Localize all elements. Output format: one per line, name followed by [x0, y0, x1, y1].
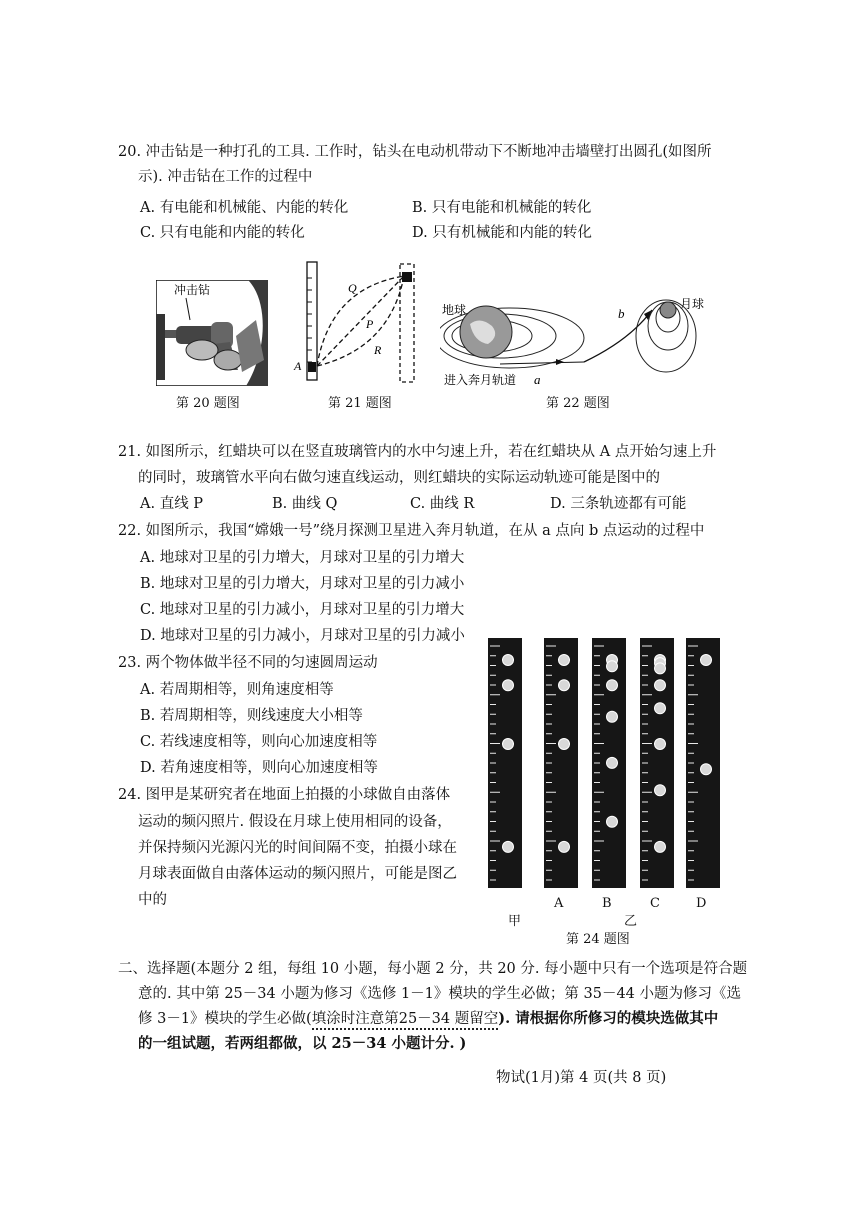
fig24-label-jia: 甲	[508, 914, 522, 929]
q23-stem: 23. 两个物体做半径不同的匀速圆周运动	[118, 655, 378, 671]
section2-line3	[138, 1007, 718, 1028]
fig22-point-b: b	[618, 306, 625, 321]
q24-line-4: 月球表面做自由落体运动的频闪照片，可能是图乙	[138, 866, 457, 882]
q20-option-b: B. 只有电能和机械能的转化	[412, 200, 592, 216]
q21-option-d: D. 三条轨迹都有可能	[550, 496, 687, 512]
fig24-ball	[503, 841, 514, 852]
fig20-label: 冲击钻	[174, 283, 211, 297]
fig24-ball	[655, 703, 666, 714]
fig24-label-a: A	[554, 896, 564, 911]
fig24-label-yi: 乙	[624, 914, 638, 929]
q22-option-c: C. 地球对卫星的引力减小，月球对卫星的引力增大	[140, 602, 465, 618]
fig21-label-a: A	[294, 359, 302, 373]
fig21-label-p: P	[366, 317, 374, 331]
fig20-drill-illustration	[156, 280, 268, 386]
fig24-strobe-photos	[480, 632, 740, 900]
section2-line2: 意的. 其中第 25－34 小题为修习《选修 1－1》模块的学生必做；第 35－44 小题为修习《选	[138, 986, 742, 1002]
fig24-ball	[503, 680, 514, 691]
q22-stem: 22. 如图所示，我国“嫦娥一号”绕月探测卫星进入奔月轨道，在从 a 点向 b 点运动的过程中	[118, 523, 705, 539]
fig24-ball	[559, 655, 570, 666]
q20-option-a: A. 有电能和机械能、内能的转化	[140, 200, 349, 216]
fig24-label-b: B	[602, 896, 612, 911]
section2-line4: 的一组试题，若两组都做，以 25－34 小题计分. )	[138, 1035, 467, 1052]
fig21-tube-diagram	[290, 258, 430, 388]
fig24-ball	[503, 739, 514, 750]
fig22-earth-label: 地球	[442, 303, 467, 317]
fig24-ball	[607, 680, 618, 691]
q20-option-c: C. 只有电能和内能的转化	[140, 225, 305, 241]
fig22-point-a: a	[534, 372, 541, 387]
q24-line-2: 运动的频闪照片. 假设在月球上使用相同的设备，	[138, 814, 452, 830]
q22-option-b: B. 地球对卫星的引力增大，月球对卫星的引力减小	[140, 576, 465, 592]
fig24-ball	[701, 764, 712, 775]
fig24-ball	[655, 739, 666, 750]
section2-line3-a: 修 3－1》模块的学生必做(	[138, 1011, 312, 1027]
fig24-column-C	[640, 638, 674, 888]
fig22-caption: 第 22 题图	[546, 396, 610, 411]
fig24-caption: 第 24 题图	[566, 932, 630, 947]
page-footer: 物试(1月)第 4 页(共 8 页)	[496, 1070, 667, 1086]
fig24-label-c: C	[650, 896, 660, 911]
fig24-column-A	[544, 638, 578, 888]
q21-stem-line1: 21. 如图所示，红蜡块可以在竖直玻璃管内的水中匀速上升，若在红蜡块从 A 点开始匀速上升	[118, 444, 717, 460]
q20-stem-line1: 20. 冲击钻是一种打孔的工具. 工作时，钻头在电动机带动下不断地冲击墙壁打出圆孔(如图所	[118, 144, 712, 160]
section2-line3-emphasis: 填涂时注意第25－34 题留空	[312, 1011, 499, 1030]
fig24-ball	[607, 757, 618, 768]
fig22-moon-label: 月球	[680, 297, 705, 311]
q23-option-b: B. 若周期相等，则线速度大小相等	[140, 708, 363, 724]
fig24-ball	[655, 841, 666, 852]
fig22-orbit-label: 进入奔月轨道	[444, 373, 517, 387]
fig24-ball	[655, 663, 666, 674]
fig24-ball	[559, 680, 570, 691]
fig21-label-r: R	[374, 343, 382, 357]
q21-stem-line2: 的同时，玻璃管水平向右做匀速直线运动，则红蜡块的实际运动轨迹可能是图中的	[138, 470, 660, 486]
fig24-column-B	[592, 638, 626, 888]
fig21-caption: 第 21 题图	[328, 396, 392, 411]
fig22-orbit-diagram	[440, 280, 710, 390]
q24-line-1: 24. 图甲是某研究者在地面上拍摄的小球做自由落体	[118, 787, 451, 803]
section2-line1: 二、选择题(本题分 2 组，每组 10 小题，每小题 2 分，共 20 分. 每小题中只有一个选项是符合题	[118, 961, 748, 977]
fig24-ball	[503, 655, 514, 666]
fig24-column-D	[686, 638, 720, 888]
q23-option-a: A. 若周期相等，则角速度相等	[140, 682, 334, 698]
fig24-ball	[655, 785, 666, 796]
fig24-ball	[607, 816, 618, 827]
fig24-column-jia	[488, 638, 522, 888]
q20-stem-line2: 示). 冲击钻在工作的过程中	[138, 169, 313, 185]
q23-option-c: C. 若线速度相等，则向心加速度相等	[140, 734, 378, 750]
fig24-ball	[559, 841, 570, 852]
fig20-caption: 第 20 题图	[176, 396, 240, 411]
q21-option-c: C. 曲线 R	[410, 496, 475, 512]
fig24-ball	[701, 655, 712, 666]
q23-option-d: D. 若角速度相等，则向心加速度相等	[140, 760, 378, 776]
section2-line3-c: ). 请根据你所修习的模块选做其中	[498, 1010, 719, 1027]
fig21-label-q: Q	[348, 281, 357, 295]
q21-option-a: A. 直线 P	[140, 496, 204, 512]
q22-option-a: A. 地球对卫星的引力增大，月球对卫星的引力增大	[140, 550, 465, 566]
q22-option-d: D. 地球对卫星的引力减小，月球对卫星的引力减小	[140, 628, 465, 644]
q20-option-d: D. 只有机械能和内能的转化	[412, 225, 592, 241]
q21-option-b: B. 曲线 Q	[272, 496, 338, 512]
q24-line-5: 中的	[138, 892, 167, 908]
fig24-ball	[607, 661, 618, 672]
fig24-ball	[559, 739, 570, 750]
fig24-ball	[607, 711, 618, 722]
fig24-label-d: D	[696, 896, 707, 911]
fig24-ball	[655, 680, 666, 691]
q24-line-3: 并保持频闪光源闪光的时间间隔不变，拍摄小球在	[138, 840, 457, 856]
